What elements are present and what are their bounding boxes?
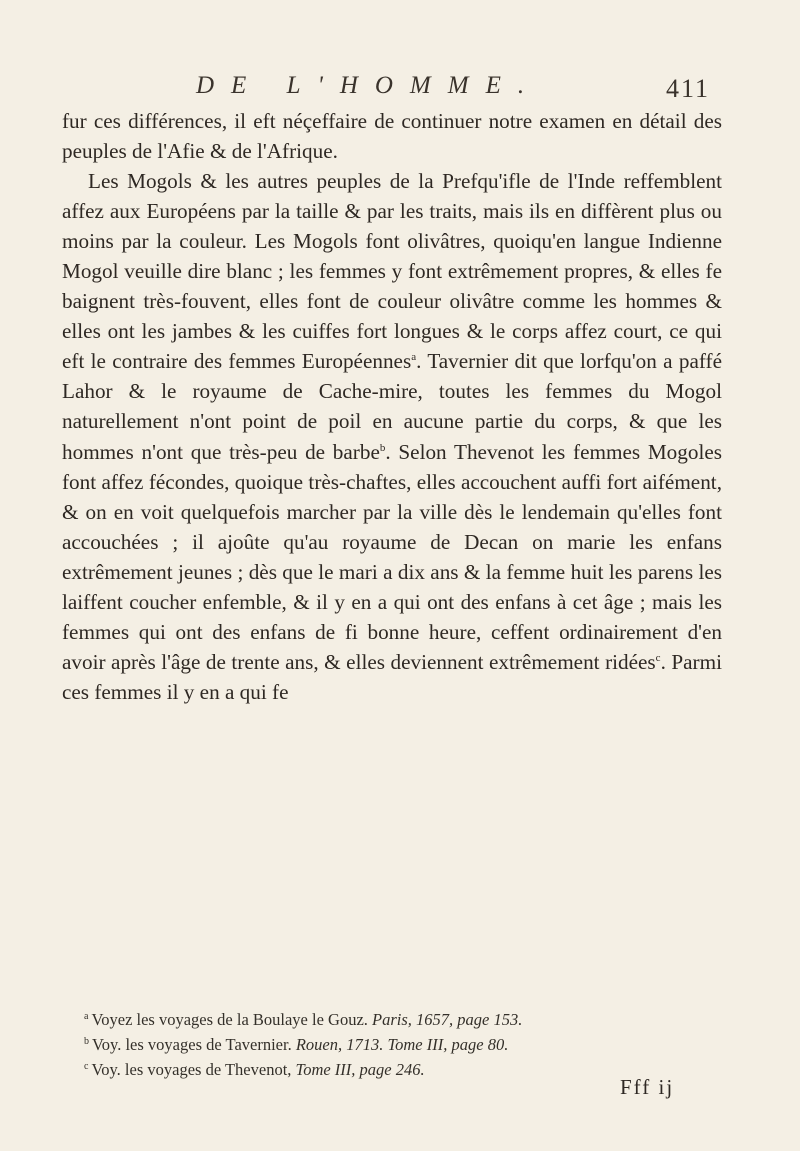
footnote-mark: b [84,1036,89,1047]
footnote-text: Voyez les voyages de la Boulaye le Gouz. [91,1010,373,1029]
body-text [62,106,722,707]
footnote-text: Voy. les voyages de Tavernier. [92,1035,296,1054]
paragraph-text: . Tavernier dit que lorfqu'on a paffé Lahor & le royaume de Cache-mire, toutes les femmes du Mogol naturellement n'ont point de poil en aucune partie du corps, & que les hommes n'ont que très-peu de barbe [62,349,722,464]
paragraph-text: Les Mogols & les autres peuples de la Prefqu'ifle de l'Inde reffemblent affez aux Européens par la taille & par les traits, mais ils en diffèrent plus ou moins par la couleur. Les Mogols font olivâtres, quoiqu'en langue Indienne Mogol veuille dire blanc ; les femmes y font extrêmement propres, & elles fe baignent très-fouvent, elles font de couleur olivâtre comme les hommes & elles ont les jambes & les cuiffes fort longues & le corps affez court, ce qui eft le contraire des femmes Européennes [62,169,722,374]
footnote-citation: Tome III, page 246. [295,1060,425,1079]
running-head [150,68,710,108]
footnote-a [84,1007,724,1032]
footnotes [84,1007,724,1082]
footnote-ref-a: a [411,351,417,364]
footnote-citation: Paris, 1657, page 153. [372,1010,523,1029]
page-number: 411 [665,74,710,103]
signature-mark: Fff ij [620,1075,675,1099]
footnote-text: Voy. les voyages de Thevenot, [91,1060,296,1079]
paragraph-text: . Selon Thevenot les femmes Mogoles font affez fécondes, quoique très-chaftes, elles accouchent auffi fort aifément, & on en voit quelquefois marcher par la ville dès le lendemain qu'elles font accouchées ; il ajoûte qu'au royaume de Decan on marie les enfans extrêmement jeunes ; dès que le mari a dix ans & la femme huit les parens les laiffent coucher enfemble, & il y en a qui ont des enfans à cet âge ; mais les femmes qui ont des enfans de fi bonne heure, ceffent ordinairement d'en avoir après l'âge de trente ans, & elles deviennent extrêmement ridées [62,439,722,674]
paragraph-continued: fur ces différences, il eft néçeffaire de continuer notre examen en détail des peuples de l'Afie & de l'Afrique. [62,109,722,164]
footnote-b [84,1032,724,1057]
footnote-mark: a [84,1011,89,1022]
footnote-ref-c: c [655,651,661,664]
running-head-title: DE L'HOMME. [196,72,542,99]
footnote-ref-b: b [379,441,386,454]
paragraph-mogols [62,166,722,707]
footnote-citation: Rouen, 1713. Tome III, page 80. [295,1035,509,1054]
footnote-mark: c [84,1061,89,1072]
paragraph-text: . Parmi ces femmes il y en a qui fe [62,649,722,704]
